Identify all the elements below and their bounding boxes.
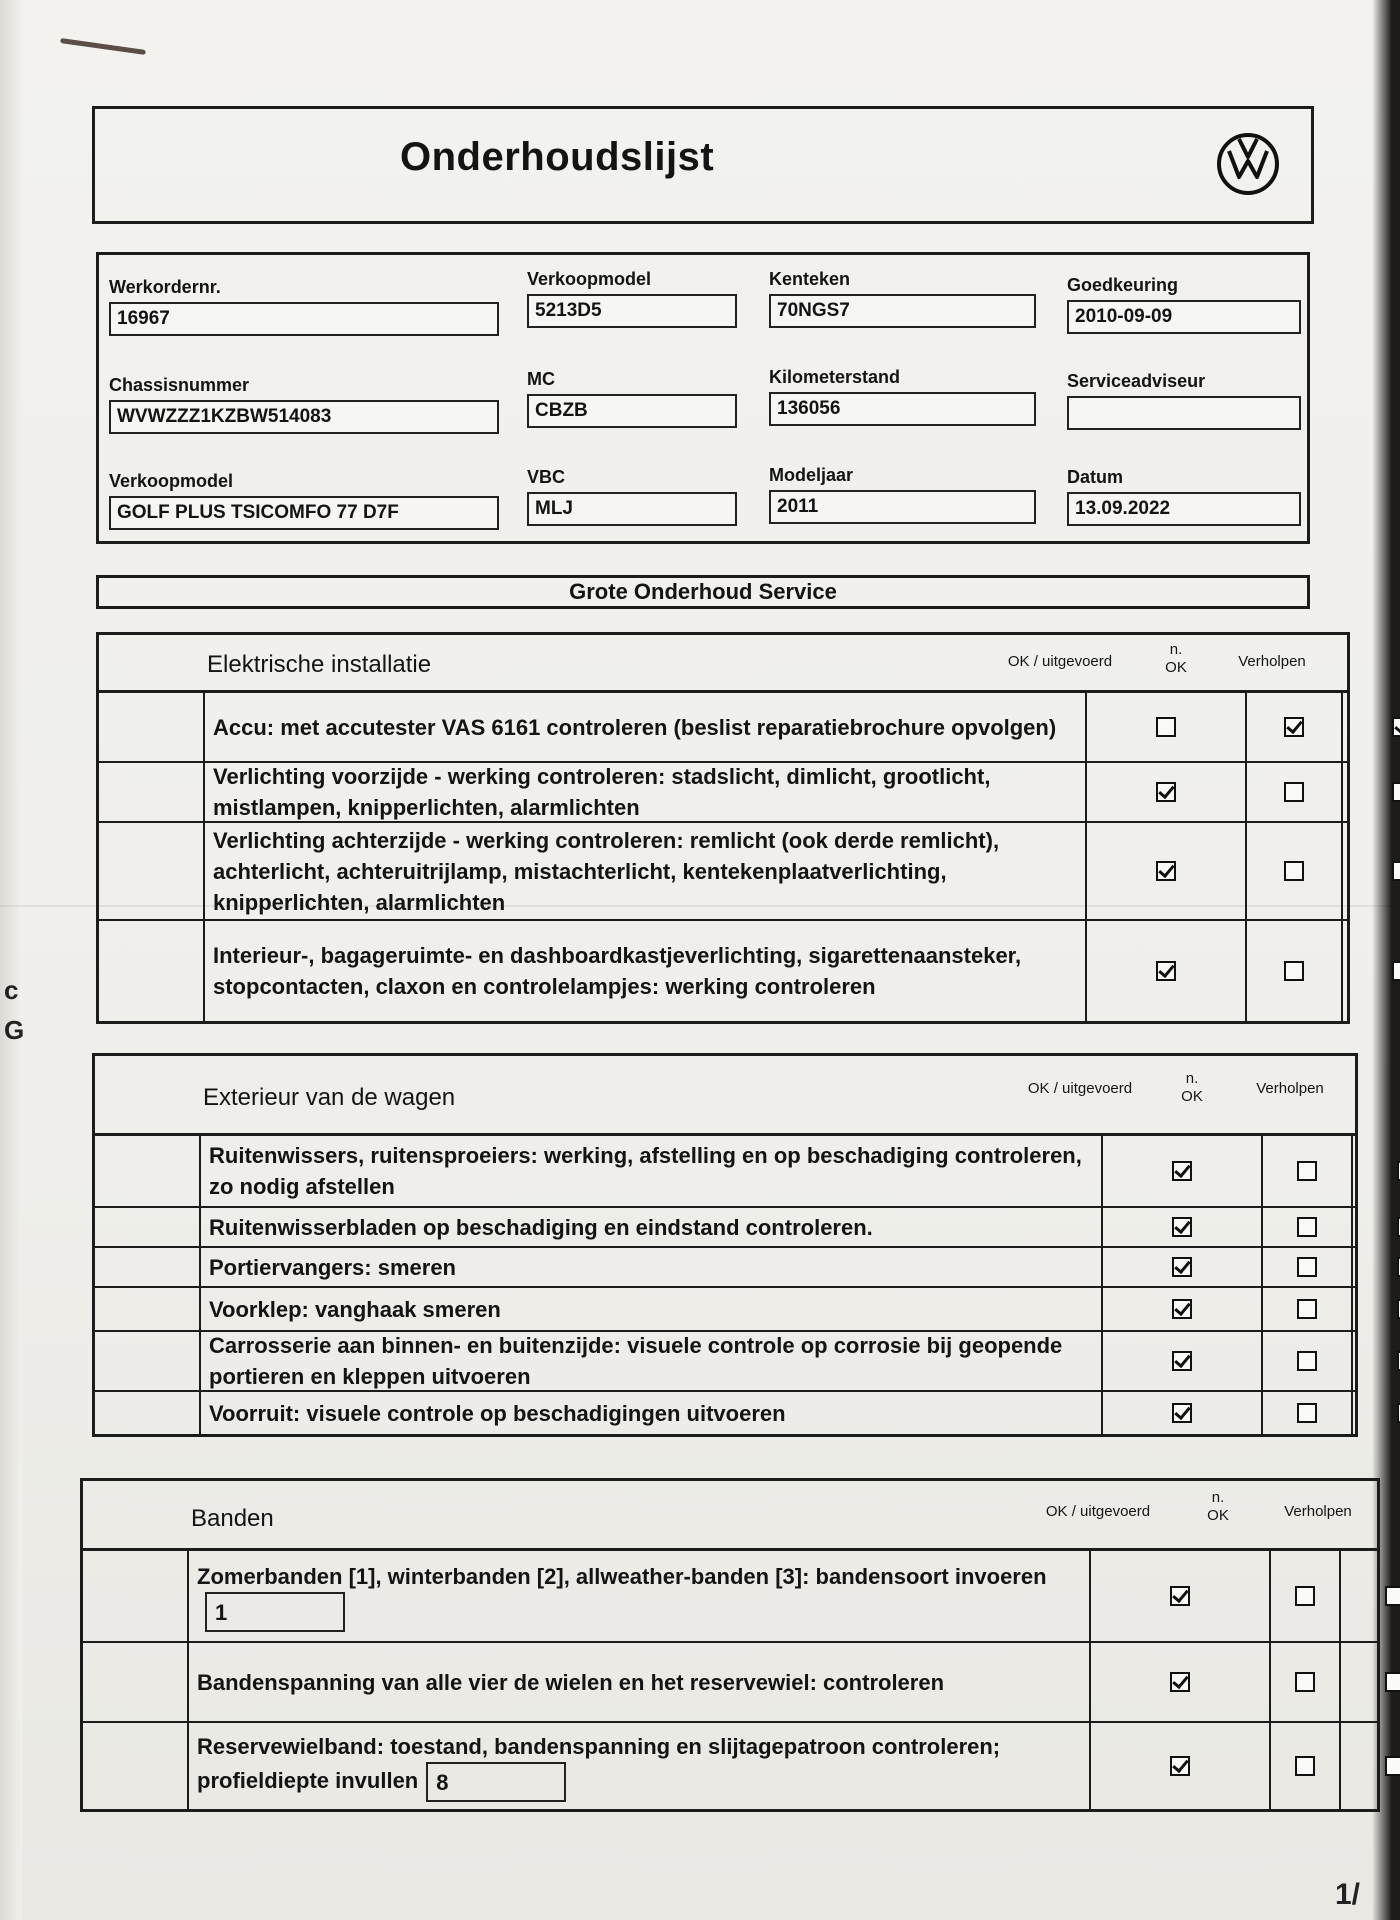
checklist-item-text bbox=[199, 1332, 1099, 1390]
field-kenteken: Kenteken 70NGS7 bbox=[769, 269, 1036, 328]
field-serviceadviseur: Serviceadviseur bbox=[1067, 371, 1301, 430]
checklist-row bbox=[83, 1723, 1377, 1809]
field-datum: Datum 13.09.2022 bbox=[1067, 467, 1301, 526]
checkbox-niet-ok[interactable] bbox=[1297, 1299, 1317, 1319]
checkbox-cell bbox=[1085, 921, 1245, 1021]
section-rows bbox=[99, 693, 1347, 1021]
side-glyph-c: c bbox=[4, 975, 19, 1005]
checkbox-verholpen[interactable] bbox=[1392, 717, 1400, 737]
checklist-item-text bbox=[187, 1723, 1087, 1809]
section-header bbox=[83, 1481, 1377, 1551]
checkbox-cell bbox=[1351, 1136, 1400, 1206]
checkbox-niet-ok[interactable] bbox=[1295, 1586, 1315, 1606]
vehicle-info-box bbox=[96, 252, 1310, 544]
checkbox-cell bbox=[1269, 1551, 1339, 1641]
checkbox-cell bbox=[1351, 1248, 1400, 1286]
checkbox-niet-ok[interactable] bbox=[1297, 1161, 1317, 1181]
checkbox-cell bbox=[1339, 1551, 1400, 1641]
vw-logo-icon bbox=[1215, 131, 1281, 197]
checklist-row bbox=[83, 1643, 1377, 1723]
checkbox-cell bbox=[1089, 1643, 1269, 1721]
checkbox-cell bbox=[1245, 921, 1341, 1021]
checkbox-ok[interactable] bbox=[1172, 1299, 1192, 1319]
checkbox-cell bbox=[1261, 1392, 1351, 1434]
checkbox-cell bbox=[1089, 1551, 1269, 1641]
checkbox-verholpen[interactable] bbox=[1385, 1586, 1400, 1606]
checkbox-ok[interactable] bbox=[1170, 1586, 1190, 1606]
checklist-item-text bbox=[203, 921, 1083, 1021]
checklist-item-text bbox=[199, 1136, 1099, 1206]
section-elektrische-installatie bbox=[96, 632, 1350, 1024]
checkbox-cell bbox=[1245, 823, 1341, 919]
checkbox-ok[interactable] bbox=[1156, 961, 1176, 981]
col-header-nok: n. OK bbox=[1165, 641, 1187, 676]
checkbox-niet-ok[interactable] bbox=[1297, 1257, 1317, 1277]
checkbox-cell bbox=[1085, 763, 1245, 821]
checkbox-cell bbox=[1339, 1723, 1400, 1809]
inline-entry-field[interactable]: 1 bbox=[205, 1592, 345, 1632]
checklist-item-label: Carrosserie aan binnen- en buitenzijde: visuele controle op corrosie bij geopende portieren en kleppen uitvoeren bbox=[209, 1333, 1063, 1389]
checkbox-verholpen[interactable] bbox=[1392, 961, 1400, 981]
checkbox-niet-ok[interactable] bbox=[1284, 861, 1304, 881]
col-header-ok: OK / uitgevoerd bbox=[1045, 1503, 1151, 1520]
checkbox-cell bbox=[1085, 823, 1245, 919]
checklist-item-label: Ruitenwissers, ruitensproeiers: werking, afstelling en op beschadiging controleren, zo nodig afstellen bbox=[209, 1143, 1082, 1199]
col-header-verholpen: Verholpen bbox=[1256, 1080, 1324, 1097]
checklist-item-text bbox=[187, 1643, 1087, 1721]
checkbox-cell bbox=[1351, 1288, 1400, 1330]
side-glyph-g: G bbox=[4, 1015, 25, 1045]
checkbox-cell bbox=[1085, 693, 1245, 761]
field-kilometerstand: Kilometerstand 136056 bbox=[769, 367, 1036, 426]
col-header-verholpen: Verholpen bbox=[1284, 1503, 1352, 1520]
checklist-item-text bbox=[199, 1208, 1099, 1246]
checkbox-verholpen[interactable] bbox=[1385, 1672, 1400, 1692]
checkbox-cell bbox=[1351, 1392, 1400, 1434]
checkbox-niet-ok[interactable] bbox=[1297, 1351, 1317, 1371]
checklist-row bbox=[95, 1248, 1355, 1288]
section-title: Elektrische installatie bbox=[207, 651, 432, 678]
checkbox-cell bbox=[1351, 1332, 1400, 1390]
checklist-item-label: Portiervangers: smeren bbox=[209, 1254, 456, 1280]
checkbox-cell bbox=[1339, 1643, 1400, 1721]
checklist-item-label: Bandenspanning van alle vier de wielen en het reservewiel: controleren bbox=[197, 1669, 945, 1695]
col-header-nok: n. OK bbox=[1181, 1070, 1203, 1105]
section-rows bbox=[83, 1551, 1377, 1809]
title-box bbox=[92, 106, 1314, 224]
checkbox-verholpen[interactable] bbox=[1385, 1756, 1400, 1776]
checklist-item-label: Verlichting voorzijde - werking controleren: stadslicht, dimlicht, grootlicht, mistlampen, knipperlichten, alarmlichten bbox=[213, 764, 991, 820]
checklist-row bbox=[95, 1332, 1355, 1392]
checkbox-cell bbox=[1101, 1208, 1261, 1246]
field-goedkeuring: Goedkeuring 2010-09-09 bbox=[1067, 275, 1301, 334]
checklist-row bbox=[99, 921, 1347, 1021]
section-banden bbox=[80, 1478, 1380, 1812]
checkbox-niet-ok[interactable] bbox=[1297, 1403, 1317, 1423]
checkbox-cell bbox=[1269, 1723, 1339, 1809]
checklist-item-text bbox=[203, 763, 1083, 821]
checklist-row bbox=[99, 823, 1347, 921]
checkbox-niet-ok[interactable] bbox=[1297, 1217, 1317, 1237]
paper-left-edge bbox=[0, 0, 25, 1920]
checklist-item-text bbox=[199, 1392, 1099, 1434]
checkbox-cell bbox=[1101, 1392, 1261, 1434]
checkbox-ok[interactable] bbox=[1170, 1756, 1190, 1776]
checkbox-ok[interactable] bbox=[1156, 861, 1176, 881]
checkbox-cell bbox=[1261, 1248, 1351, 1286]
checkbox-cell bbox=[1341, 763, 1400, 821]
document-title: Onderhoudslijst bbox=[400, 135, 715, 179]
checklist-row bbox=[95, 1392, 1355, 1434]
checkbox-cell bbox=[1261, 1332, 1351, 1390]
checkbox-niet-ok[interactable] bbox=[1295, 1672, 1315, 1692]
checkbox-cell bbox=[1245, 693, 1341, 761]
checklist-item-label: Voorruit: visuele controle op beschadigingen uitvoeren bbox=[209, 1400, 786, 1426]
section-header bbox=[99, 635, 1347, 693]
checklist-item-text bbox=[203, 693, 1083, 761]
checkbox-cell bbox=[1261, 1136, 1351, 1206]
checklist-item-label: Ruitenwisserbladen op beschadiging en eindstand controleren. bbox=[209, 1214, 873, 1240]
field-mc: MC CBZB bbox=[527, 369, 737, 428]
checklist-row bbox=[95, 1208, 1355, 1248]
checkbox-ok[interactable] bbox=[1172, 1257, 1192, 1277]
field-chassisnummer: Chassisnummer WVWZZZ1KZBW514083 bbox=[109, 375, 499, 434]
checklist-item-text bbox=[187, 1551, 1087, 1641]
checklist-item-label: Zomerbanden [1], winterbanden [2], allweather-banden [3]: bandensoort invoeren bbox=[197, 1563, 1047, 1589]
checkbox-cell bbox=[1101, 1248, 1261, 1286]
checkbox-ok[interactable] bbox=[1172, 1161, 1192, 1181]
checkbox-ok[interactable] bbox=[1172, 1217, 1192, 1237]
checkbox-cell bbox=[1245, 763, 1341, 821]
checkbox-verholpen[interactable] bbox=[1392, 782, 1400, 802]
checklist-item-label: Interieur-, bagageruimte- en dashboardkastjeverlichting, sigarettenaansteker, stopcontacten, claxon en controlelampjes: werking controleren bbox=[213, 943, 1022, 999]
checkbox-ok[interactable] bbox=[1156, 717, 1176, 737]
field-verkoopmodel-code: Verkoopmodel 5213D5 bbox=[527, 269, 737, 328]
section-rows bbox=[95, 1136, 1355, 1434]
checkbox-cell bbox=[1101, 1136, 1261, 1206]
checkbox-ok[interactable] bbox=[1156, 782, 1176, 802]
checklist-item-text bbox=[199, 1288, 1099, 1330]
checklist-item-label: Accu: met accutester VAS 6161 controleren (beslist reparatiebrochure opvolgen) bbox=[213, 714, 1057, 740]
checkbox-cell bbox=[1341, 823, 1400, 919]
checklist-item-text bbox=[199, 1248, 1099, 1286]
col-header-verholpen: Verholpen bbox=[1238, 653, 1306, 670]
page-number: 1/ bbox=[1334, 1878, 1360, 1911]
checklist-item-label: Voorklep: vanghaak smeren bbox=[209, 1296, 501, 1322]
col-header-ok: OK / uitgevoerd bbox=[1007, 653, 1113, 670]
checkbox-ok[interactable] bbox=[1172, 1403, 1192, 1423]
checklist-row bbox=[95, 1288, 1355, 1332]
field-modeljaar: Modeljaar 2011 bbox=[769, 465, 1036, 524]
section-title: Banden bbox=[191, 1505, 274, 1532]
checkbox-verholpen[interactable] bbox=[1392, 861, 1400, 881]
checkbox-niet-ok[interactable] bbox=[1284, 961, 1304, 981]
col-header-nok: n. OK bbox=[1207, 1489, 1229, 1524]
checkbox-niet-ok[interactable] bbox=[1284, 717, 1304, 737]
checkbox-cell bbox=[1341, 693, 1400, 761]
col-header-ok: OK / uitgevoerd bbox=[1027, 1080, 1133, 1097]
checkbox-cell bbox=[1261, 1288, 1351, 1330]
checkbox-ok[interactable] bbox=[1172, 1351, 1192, 1371]
checklist-row bbox=[99, 693, 1347, 763]
checklist-item-label: Reservewielband: toestand, bandenspanning en slijtagepatroon controleren; profieldiepte invullen bbox=[197, 1733, 1001, 1793]
checklist-item-label: Verlichting achterzijde - werking controleren: remlicht (ook derde remlicht), achterlicht, achteruitrijlamp, mistachterlicht, kentekenplaatverlichting, knipperlichten, alarmlichten bbox=[213, 827, 1000, 915]
checklist-row bbox=[99, 763, 1347, 823]
checkbox-cell bbox=[1101, 1332, 1261, 1390]
checkbox-cell bbox=[1101, 1288, 1261, 1330]
checklist-row bbox=[95, 1136, 1355, 1208]
checkbox-ok[interactable] bbox=[1170, 1672, 1190, 1692]
checkbox-cell bbox=[1261, 1208, 1351, 1246]
section-title: Exterieur van de wagen bbox=[203, 1084, 456, 1111]
section-header bbox=[95, 1056, 1355, 1136]
inline-entry-field[interactable]: 8 bbox=[426, 1762, 566, 1802]
service-type-banner: Grote Onderhoud Service bbox=[96, 575, 1310, 609]
checkbox-cell bbox=[1351, 1208, 1400, 1246]
checkbox-cell bbox=[1341, 921, 1400, 1021]
checkbox-cell bbox=[1269, 1643, 1339, 1721]
checkbox-niet-ok[interactable] bbox=[1284, 782, 1304, 802]
checklist-item-text bbox=[203, 823, 1083, 919]
field-vbc: VBC MLJ bbox=[527, 467, 737, 526]
field-werkordernr: Werkordernr. 16967 bbox=[109, 277, 499, 336]
checkbox-niet-ok[interactable] bbox=[1295, 1756, 1315, 1776]
checklist-row bbox=[83, 1551, 1377, 1643]
checkbox-cell bbox=[1089, 1723, 1269, 1809]
section-exterieur bbox=[92, 1053, 1358, 1437]
field-verkoopmodel: Verkoopmodel GOLF PLUS TSICOMFO 77 D7F bbox=[109, 471, 499, 530]
